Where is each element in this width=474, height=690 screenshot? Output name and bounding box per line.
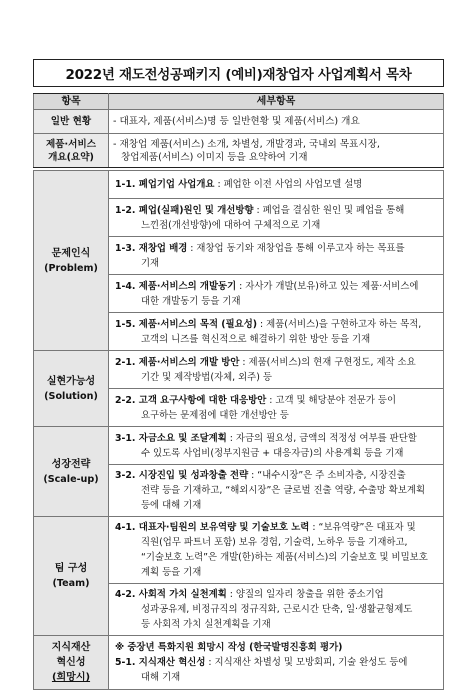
item-5-1-head: 5-1. 지식재산 혁신성 — [115, 657, 206, 668]
item-1-4 — [109, 275, 444, 313]
item-2-1-line-2: 기간 및 제작방법(자체, 외주) 등 — [141, 371, 272, 383]
item-3-2-head: 3-2. 시장진입 및 성과창출 전략 — [115, 470, 249, 481]
contents-table — [33, 170, 444, 690]
item-5-1 — [109, 636, 444, 690]
item-1-2-line-2: 느낀점(개선방향)에 대하여 구체적으로 기재 — [141, 219, 321, 231]
category-solution — [34, 351, 109, 427]
item-2-1-line — [115, 355, 435, 370]
header-detail: 세부항목 — [109, 94, 444, 110]
item-1-5-desc: : 제품(서비스)을 구현하고자 하는 목적, — [257, 318, 422, 330]
category-scaleup — [34, 427, 109, 517]
item-4-2-line-3: 등 사회적 가치 실천계획을 기재 — [141, 619, 271, 630]
item-1-1-line — [115, 177, 435, 192]
item-4-1-line-4: 계획 등을 기재 — [141, 567, 202, 578]
item-1-5 — [109, 313, 444, 351]
item-1-2-desc: : 폐업을 결심한 원인 및 폐업을 통해 — [253, 204, 405, 216]
item-2-2-desc: : 고객 및 해당분야 전문가 등이 — [266, 394, 397, 406]
item-3-1-head: 3-1. 자금소요 및 조달계획 — [115, 432, 227, 444]
category-solution-subtitle: (Solution) — [44, 390, 98, 402]
product-overview-label — [34, 134, 109, 168]
item-2-2 — [109, 389, 444, 427]
general-status-text: - 대표자, 제품(서비스)명 등 일반현황 및 제품(서비스) 개요 — [109, 110, 444, 134]
category-ip — [34, 636, 109, 690]
category-ip-title: 지식재산 — [51, 642, 91, 653]
item-5-1-line-2: 대해 기재 — [141, 672, 181, 683]
item-1-5-line — [115, 317, 435, 332]
category-ip-subtitle: 혁신성 — [56, 657, 86, 668]
item-4-2-line-2: 성과공유제, 비정규직의 정규직화, 근로시간 단축, 일·생활균형제도 — [141, 604, 413, 615]
item-1-3-line — [115, 241, 435, 256]
item-1-4-line-2: 대한 개발동기 등을 기재 — [141, 295, 241, 307]
item-1-2-line — [115, 203, 435, 218]
product-overview-label-2: 개요(요약) — [48, 151, 94, 163]
item-4-1-desc: : “보유역량”은 대표자 및 — [309, 522, 416, 533]
ip-note: ※ 중장년 특화지원 희망시 작성 (한국발명진흥회 평가) — [115, 642, 343, 653]
item-4-2-head: 4-2. 사회적 가치 실천계획 — [115, 589, 227, 600]
document-title: 2022년 재도전성공패키지 (예비)재창업자 사업계획서 목차 — [33, 59, 444, 87]
item-3-2-line-2: 전략 등을 기재하고, “해외시장”은 글로벌 진출 역량, 수출망 확보계획 — [141, 485, 426, 496]
item-1-3-desc: : 재창업 동기와 재창업을 통해 이루고자 하는 목표를 — [187, 242, 405, 254]
item-4-1-line-2: 직원(업무 파트너 포함) 보유 경험, 기술력, 노하우 등을 기재하고, — [141, 537, 408, 548]
item-1-3 — [109, 237, 444, 275]
item-1-3-head: 1-3. 재창업 배경 — [115, 242, 188, 254]
item-1-5-head: 1-5. 제품·서비스의 목적 (필요성) — [115, 318, 258, 330]
item-2-2-line — [115, 393, 435, 408]
category-scaleup-subtitle: (Scale-up) — [43, 473, 99, 485]
item-1-4-line — [115, 279, 435, 294]
category-team-title: 팀 구성 — [54, 563, 88, 574]
item-1-1-desc: : 폐업한 이전 사업의 사업모델 설명 — [214, 179, 363, 190]
item-5-1-line — [115, 655, 435, 670]
general-status-label: 일반 현황 — [34, 110, 109, 134]
item-1-4-desc: : 자사가 개발(보유)하고 있는 제품·서비스에 — [236, 280, 419, 292]
item-1-2 — [109, 199, 444, 237]
category-solution-title: 실현가능성 — [46, 375, 96, 387]
item-4-2-desc: : 양질의 일자리 창출을 위한 중소기업 — [226, 589, 384, 600]
category-scaleup-title: 성장전략 — [51, 458, 91, 470]
item-4-2 — [109, 584, 444, 636]
item-1-5-line-2: 고객의 니즈를 혁신적으로 해결하기 위한 방안 등을 기재 — [141, 333, 371, 345]
product-overview-label-1: 제품·서비스 — [46, 138, 96, 150]
category-ip-optional: (희망시) — [51, 672, 91, 683]
item-1-1 — [109, 171, 444, 199]
item-3-2-line — [115, 468, 435, 483]
item-4-1-line-3: “기술보호 노력”은 개발(한)하는 제품(서비스)의 기술보호 및 비밀보호 — [141, 552, 428, 563]
item-4-1-head: 4-1. 대표자·팀원의 보유역량 및 기술보호 노력 — [115, 522, 310, 533]
item-3-1-line-2: 수 있도록 사업비(정부지원금 + 대응자금)의 사용계획 등을 기재 — [141, 447, 404, 459]
category-problem — [34, 171, 109, 351]
product-overview-line-2: 창업제품(서비스) 이미지 등을 요약하여 기재 — [121, 151, 308, 163]
item-2-1-desc: : 제품(서비스)의 현재 구현정도, 제작 소요 — [239, 356, 416, 368]
item-2-2-line-2: 요구하는 문제점에 대한 개선방안 등 — [141, 409, 289, 421]
item-4-2-line — [115, 587, 435, 602]
item-1-2-head: 1-2. 폐업(실패)원인 및 개선방향 — [115, 204, 254, 216]
item-1-3-line-2: 기재 — [141, 257, 160, 269]
category-team-subtitle: (Team) — [52, 578, 90, 589]
category-problem-title: 문제인식 — [51, 247, 91, 259]
item-5-1-desc: : 지식재산 차별성 및 모방회피, 기술 완성도 등에 — [205, 657, 408, 668]
item-4-1 — [109, 517, 444, 584]
category-problem-subtitle: (Problem) — [44, 262, 98, 274]
item-2-1-head: 2-1. 제품·서비스의 개발 방안 — [115, 356, 240, 368]
item-4-1-line — [115, 520, 435, 535]
product-overview-line-1: - 재창업 제품(서비스) 소개, 차별성, 개발경과, 국내외 목표시장, — [113, 138, 380, 150]
item-3-2-line-3: 등에 대해 기재 — [141, 500, 202, 511]
header-item: 항목 — [34, 94, 109, 110]
item-1-1-head: 1-1. 폐업기업 사업개요 — [115, 179, 215, 190]
item-2-1 — [109, 351, 444, 389]
item-1-4-head: 1-4. 제품·서비스의 개발동기 — [115, 280, 237, 292]
item-2-2-head: 2-2. 고객 요구사항에 대한 대응방안 — [115, 394, 267, 406]
item-3-2-desc: : “내수시장”은 주 소비자층, 시장진출 — [248, 470, 406, 481]
product-overview-text — [109, 134, 444, 168]
item-3-2 — [109, 465, 444, 517]
overview-table — [33, 93, 444, 168]
item-3-1-line — [115, 431, 435, 446]
item-3-1 — [109, 427, 444, 465]
category-team — [34, 517, 109, 636]
item-3-1-desc: : 자금의 필요성, 금액의 적정성 여부를 판단할 — [226, 432, 417, 444]
